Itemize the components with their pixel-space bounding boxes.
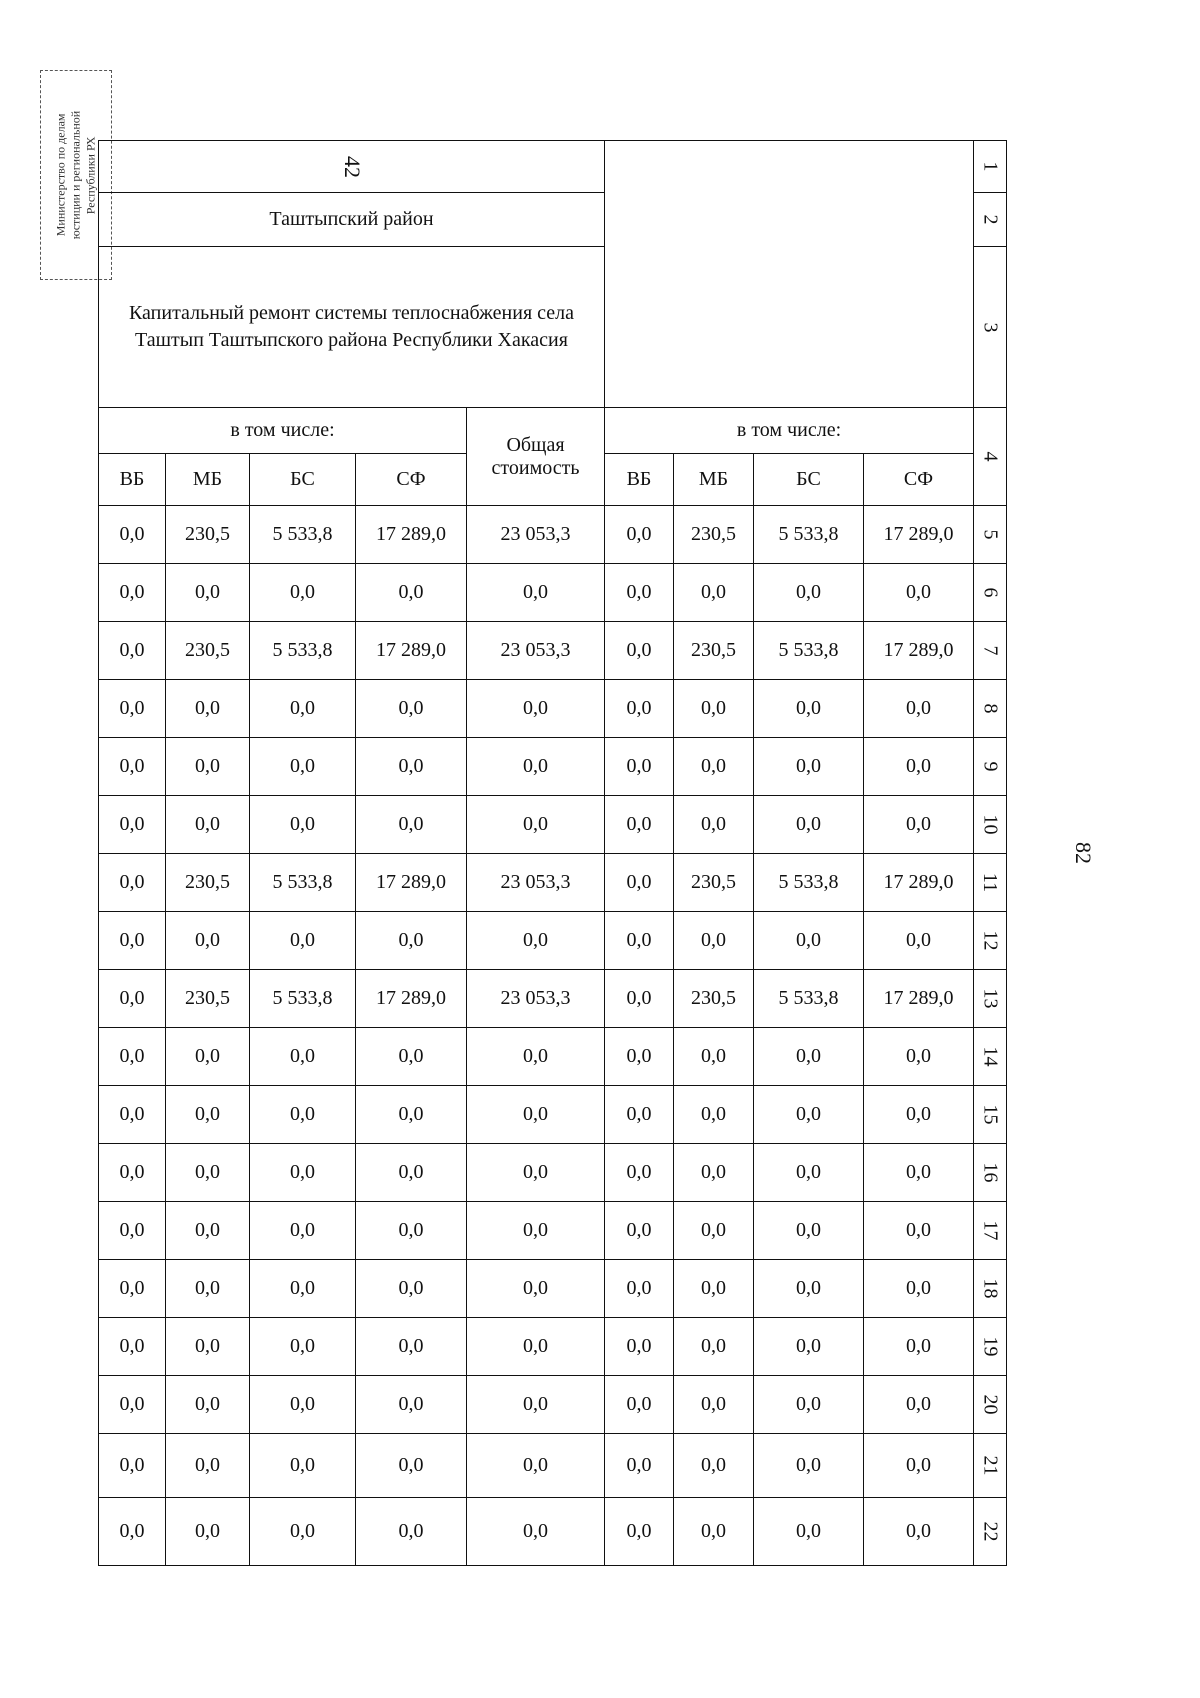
- cell-right-bs: 5 533,8: [754, 506, 864, 564]
- cell-total: 23 053,3: [467, 970, 605, 1028]
- cell-right-vb: 0,0: [605, 1498, 674, 1566]
- cell-left-sf: 17 289,0: [356, 970, 467, 1028]
- cell-right-vb: 0,0: [605, 1144, 674, 1202]
- object-number-cell: [99, 141, 605, 193]
- row-index-cell: 10: [974, 796, 1007, 854]
- cell-left-mb: 0,0: [166, 680, 250, 738]
- cell-total: 0,0: [467, 680, 605, 738]
- cell-right-sf: 0,0: [864, 564, 974, 622]
- cell-right-vb: 0,0: [605, 1376, 674, 1434]
- cell-right-vb: 0,0: [605, 738, 674, 796]
- object-number: 42: [339, 155, 365, 178]
- cell-left-sf: 0,0: [356, 1498, 467, 1566]
- cell-right-mb: 0,0: [674, 564, 754, 622]
- cell-right-vb: 0,0: [605, 506, 674, 564]
- cell-right-bs: 5 533,8: [754, 854, 864, 912]
- row-index-cell: 19: [974, 1318, 1007, 1376]
- cell-right-sf: 17 289,0: [864, 854, 974, 912]
- table-row: [99, 506, 1007, 564]
- col-header-vb: ВБ: [605, 454, 674, 506]
- cell-right-sf: 17 289,0: [864, 622, 974, 680]
- cell-left-mb: 230,5: [166, 622, 250, 680]
- cell-left-bs: 0,0: [250, 1376, 356, 1434]
- cell-right-vb: 0,0: [605, 1434, 674, 1498]
- row-index-cell: 22: [974, 1498, 1007, 1566]
- cell-left-sf: 0,0: [356, 1028, 467, 1086]
- cell-left-bs: 0,0: [250, 1498, 356, 1566]
- row-index-cell: 11: [974, 854, 1007, 912]
- cell-total: 0,0: [467, 1086, 605, 1144]
- cell-left-vb: 0,0: [99, 970, 166, 1028]
- cell-left-bs: 5 533,8: [250, 506, 356, 564]
- cell-right-mb: 0,0: [674, 1260, 754, 1318]
- page-number: 82: [1071, 842, 1096, 864]
- stamp-line: Министерство по делам: [53, 113, 68, 237]
- cell-left-vb: 0,0: [99, 1202, 166, 1260]
- cell-right-vb: 0,0: [605, 1202, 674, 1260]
- cell-right-sf: 0,0: [864, 738, 974, 796]
- col-header-bs: БС: [250, 454, 356, 506]
- cell-right-sf: 17 289,0: [864, 970, 974, 1028]
- cell-right-bs: 0,0: [754, 1498, 864, 1566]
- incl-label-left: в том числе:: [99, 408, 467, 454]
- col-header-vb: ВБ: [99, 454, 166, 506]
- cell-left-sf: 0,0: [356, 564, 467, 622]
- cell-left-bs: 5 533,8: [250, 970, 356, 1028]
- cell-total: 0,0: [467, 1028, 605, 1086]
- table-row: [99, 622, 1007, 680]
- cell-left-sf: 0,0: [356, 912, 467, 970]
- cell-right-bs: 0,0: [754, 1434, 864, 1498]
- cell-total: 0,0: [467, 1434, 605, 1498]
- cell-right-bs: 5 533,8: [754, 970, 864, 1028]
- row-index-cell: 2: [974, 193, 1007, 247]
- cell-total: 0,0: [467, 1318, 605, 1376]
- cell-left-vb: 0,0: [99, 622, 166, 680]
- table-row: [99, 1086, 1007, 1144]
- cell-left-vb: 0,0: [99, 1318, 166, 1376]
- table-row: [99, 1434, 1007, 1498]
- row-index-cell: 21: [974, 1434, 1007, 1498]
- col-header-bs: БС: [754, 454, 864, 506]
- table-row: [99, 564, 1007, 622]
- cell-right-vb: 0,0: [605, 796, 674, 854]
- cell-left-mb: 0,0: [166, 1202, 250, 1260]
- cell-right-bs: 0,0: [754, 1144, 864, 1202]
- cell-left-mb: 0,0: [166, 796, 250, 854]
- cell-left-bs: 5 533,8: [250, 854, 356, 912]
- table-row: [99, 680, 1007, 738]
- cell-right-bs: 0,0: [754, 1376, 864, 1434]
- cell-left-sf: 0,0: [356, 1144, 467, 1202]
- cell-left-bs: 0,0: [250, 912, 356, 970]
- cell-left-sf: 0,0: [356, 796, 467, 854]
- cell-right-mb: 230,5: [674, 970, 754, 1028]
- row-index-cell: 16: [974, 1144, 1007, 1202]
- row-index-cell: 5: [974, 506, 1007, 564]
- cell-left-vb: 0,0: [99, 912, 166, 970]
- project-name: Капитальный ремонт системы теплоснабжения села Таштып Таштыпского района Республики Хакасия: [99, 247, 605, 408]
- cell-left-bs: 0,0: [250, 1260, 356, 1318]
- table-row: [99, 796, 1007, 854]
- cell-right-mb: 0,0: [674, 1202, 754, 1260]
- cell-left-mb: 0,0: [166, 1498, 250, 1566]
- table-row: [99, 912, 1007, 970]
- cell-left-bs: 0,0: [250, 1434, 356, 1498]
- table-row: [99, 738, 1007, 796]
- cell-right-sf: 0,0: [864, 1028, 974, 1086]
- row-index-cell: 15: [974, 1086, 1007, 1144]
- row-index-cell: 4: [974, 408, 1007, 506]
- cell-right-mb: 0,0: [674, 738, 754, 796]
- cell-right-mb: 0,0: [674, 680, 754, 738]
- row-index-cell: 6: [974, 564, 1007, 622]
- cell-left-mb: 0,0: [166, 564, 250, 622]
- cell-right-vb: 0,0: [605, 564, 674, 622]
- row-index-cell: 17: [974, 1202, 1007, 1260]
- table-row: [99, 1202, 1007, 1260]
- cell-right-sf: 0,0: [864, 1260, 974, 1318]
- col-header-mb: МБ: [674, 454, 754, 506]
- cell-left-vb: 0,0: [99, 680, 166, 738]
- cell-right-vb: 0,0: [605, 1028, 674, 1086]
- cell-right-vb: 0,0: [605, 622, 674, 680]
- row-index-cell: 7: [974, 622, 1007, 680]
- cell-right-bs: 0,0: [754, 564, 864, 622]
- cell-left-vb: 0,0: [99, 1028, 166, 1086]
- cell-right-sf: 0,0: [864, 1144, 974, 1202]
- cell-left-vb: 0,0: [99, 796, 166, 854]
- cell-left-mb: 0,0: [166, 912, 250, 970]
- cell-total: 0,0: [467, 796, 605, 854]
- cell-right-vb: 0,0: [605, 912, 674, 970]
- district-name: Таштыпский район: [99, 193, 605, 247]
- cell-left-sf: 0,0: [356, 738, 467, 796]
- cell-right-mb: 230,5: [674, 854, 754, 912]
- cell-right-mb: 0,0: [674, 1144, 754, 1202]
- cell-right-bs: 0,0: [754, 1318, 864, 1376]
- cell-total: 0,0: [467, 1144, 605, 1202]
- cell-right-mb: 230,5: [674, 506, 754, 564]
- cell-right-bs: 0,0: [754, 680, 864, 738]
- cell-right-sf: 0,0: [864, 680, 974, 738]
- cell-right-sf: 0,0: [864, 912, 974, 970]
- cell-left-mb: 230,5: [166, 506, 250, 564]
- table-row: [99, 1028, 1007, 1086]
- table-row: [99, 1318, 1007, 1376]
- cell-left-vb: 0,0: [99, 1260, 166, 1318]
- cell-left-vb: 0,0: [99, 506, 166, 564]
- cell-right-sf: 0,0: [864, 796, 974, 854]
- cell-left-mb: 0,0: [166, 1086, 250, 1144]
- cell-left-bs: 0,0: [250, 1318, 356, 1376]
- cell-left-sf: 0,0: [356, 1434, 467, 1498]
- cell-right-bs: 0,0: [754, 738, 864, 796]
- cell-right-bs: 0,0: [754, 1260, 864, 1318]
- table-row: [99, 854, 1007, 912]
- cell-left-mb: 0,0: [166, 1144, 250, 1202]
- cell-left-vb: 0,0: [99, 1498, 166, 1566]
- cell-left-bs: 5 533,8: [250, 622, 356, 680]
- cell-right-bs: 0,0: [754, 1086, 864, 1144]
- row-index-cell: 8: [974, 680, 1007, 738]
- cell-right-bs: 0,0: [754, 1202, 864, 1260]
- cell-total: 0,0: [467, 1202, 605, 1260]
- stamp-line: Республики РХ: [83, 136, 98, 214]
- cell-left-mb: 0,0: [166, 1260, 250, 1318]
- cell-right-vb: 0,0: [605, 1260, 674, 1318]
- table-row: [99, 1144, 1007, 1202]
- cell-right-bs: 0,0: [754, 912, 864, 970]
- cell-left-sf: 17 289,0: [356, 622, 467, 680]
- cell-total: 23 053,3: [467, 506, 605, 564]
- cell-right-sf: 0,0: [864, 1498, 974, 1566]
- cell-left-mb: 0,0: [166, 1376, 250, 1434]
- cell-right-vb: 0,0: [605, 1086, 674, 1144]
- cell-left-bs: 0,0: [250, 796, 356, 854]
- cell-left-bs: 0,0: [250, 1028, 356, 1086]
- cell-right-bs: 5 533,8: [754, 622, 864, 680]
- cell-left-sf: 0,0: [356, 680, 467, 738]
- cell-left-bs: 0,0: [250, 1086, 356, 1144]
- cell-right-bs: 0,0: [754, 796, 864, 854]
- cell-right-vb: 0,0: [605, 970, 674, 1028]
- cell-left-bs: 0,0: [250, 680, 356, 738]
- cell-right-mb: 0,0: [674, 796, 754, 854]
- cell-right-mb: 0,0: [674, 1086, 754, 1144]
- row-index-cell: 9: [974, 738, 1007, 796]
- cell-left-vb: 0,0: [99, 1376, 166, 1434]
- cell-left-bs: 0,0: [250, 1144, 356, 1202]
- table-row: [99, 1376, 1007, 1434]
- cell-right-sf: 0,0: [864, 1434, 974, 1498]
- cell-total: 0,0: [467, 1498, 605, 1566]
- col-header-mb: МБ: [166, 454, 250, 506]
- cell-right-mb: 0,0: [674, 1434, 754, 1498]
- cell-right-sf: 0,0: [864, 1086, 974, 1144]
- cell-total: 0,0: [467, 1376, 605, 1434]
- cell-right-mb: 0,0: [674, 1498, 754, 1566]
- cell-total: 23 053,3: [467, 622, 605, 680]
- cell-left-mb: 0,0: [166, 1028, 250, 1086]
- cell-left-bs: 0,0: [250, 738, 356, 796]
- cell-right-mb: 0,0: [674, 1318, 754, 1376]
- budget-table: [98, 140, 1007, 1566]
- table-row: [99, 1498, 1007, 1566]
- cell-total: 0,0: [467, 1260, 605, 1318]
- cell-left-vb: 0,0: [99, 1144, 166, 1202]
- cell-right-sf: 0,0: [864, 1202, 974, 1260]
- cell-left-mb: 0,0: [166, 1318, 250, 1376]
- cell-right-sf: 17 289,0: [864, 506, 974, 564]
- empty-header-block: [605, 141, 974, 408]
- cell-right-sf: 0,0: [864, 1376, 974, 1434]
- cell-left-sf: 17 289,0: [356, 506, 467, 564]
- row-index-cell: 20: [974, 1376, 1007, 1434]
- cell-left-vb: 0,0: [99, 1086, 166, 1144]
- cell-right-vb: 0,0: [605, 1318, 674, 1376]
- total-cost-label: Общая стоимость: [467, 408, 605, 506]
- cell-left-sf: 17 289,0: [356, 854, 467, 912]
- cell-left-sf: 0,0: [356, 1086, 467, 1144]
- stamp-text: [54, 111, 99, 239]
- row-index-cell: 1: [974, 141, 1007, 193]
- cell-right-mb: 0,0: [674, 1028, 754, 1086]
- cell-total: 23 053,3: [467, 854, 605, 912]
- cell-left-sf: 0,0: [356, 1202, 467, 1260]
- cell-right-vb: 0,0: [605, 680, 674, 738]
- cell-total: 0,0: [467, 912, 605, 970]
- row-index-cell: 13: [974, 970, 1007, 1028]
- incl-label-right: в том числе:: [605, 408, 974, 454]
- cell-total: 0,0: [467, 738, 605, 796]
- cell-left-bs: 0,0: [250, 564, 356, 622]
- table-row: [99, 970, 1007, 1028]
- row-index-cell: 18: [974, 1260, 1007, 1318]
- cell-left-sf: 0,0: [356, 1318, 467, 1376]
- table-row: [99, 1260, 1007, 1318]
- cell-total: 0,0: [467, 564, 605, 622]
- row-index-cell: 3: [974, 247, 1007, 408]
- row-index-cell: 12: [974, 912, 1007, 970]
- col-header-sf: СФ: [356, 454, 467, 506]
- cell-right-mb: 230,5: [674, 622, 754, 680]
- cell-right-bs: 0,0: [754, 1028, 864, 1086]
- cell-left-bs: 0,0: [250, 1202, 356, 1260]
- cell-left-mb: 0,0: [166, 738, 250, 796]
- cell-left-vb: 0,0: [99, 738, 166, 796]
- cell-left-sf: 0,0: [356, 1260, 467, 1318]
- cell-left-vb: 0,0: [99, 1434, 166, 1498]
- cell-left-vb: 0,0: [99, 564, 166, 622]
- cell-right-mb: 0,0: [674, 1376, 754, 1434]
- cell-right-mb: 0,0: [674, 912, 754, 970]
- cell-left-mb: 230,5: [166, 854, 250, 912]
- cell-left-vb: 0,0: [99, 854, 166, 912]
- cell-left-mb: 230,5: [166, 970, 250, 1028]
- cell-right-vb: 0,0: [605, 854, 674, 912]
- col-header-sf: СФ: [864, 454, 974, 506]
- cell-left-sf: 0,0: [356, 1376, 467, 1434]
- cell-right-sf: 0,0: [864, 1318, 974, 1376]
- row-index-cell: 14: [974, 1028, 1007, 1086]
- cell-left-mb: 0,0: [166, 1434, 250, 1498]
- stamp-line: юстиции и региональной: [68, 110, 83, 240]
